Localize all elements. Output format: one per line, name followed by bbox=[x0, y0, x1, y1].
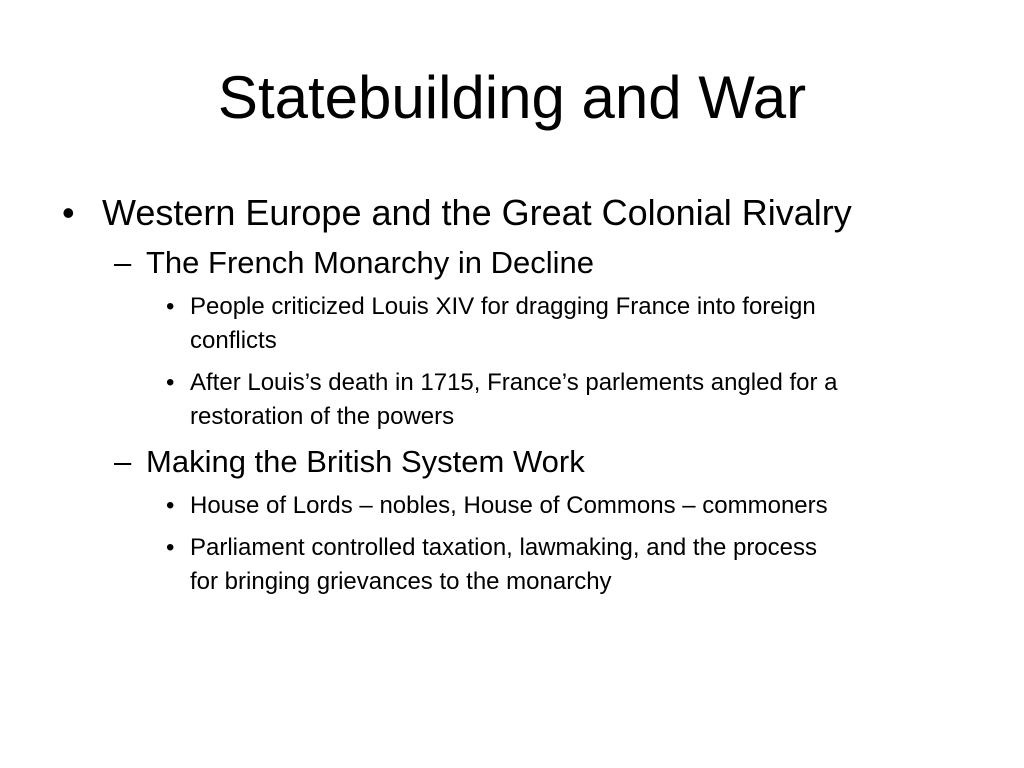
bullet-text: Western Europe and the Great Colonial Rivalry bbox=[102, 192, 852, 233]
bullet-text-line: Parliament controlled taxation, lawmaking, and the process bbox=[190, 534, 817, 561]
bullet-text-line: conflicts bbox=[190, 327, 277, 354]
bullet-marker: • bbox=[166, 534, 175, 561]
bullet-text: Making the British System Work bbox=[146, 444, 585, 479]
bullet-marker: • bbox=[166, 293, 175, 320]
bullet-text-line: After Louis’s death in 1715, France’s parlements angled for a bbox=[190, 369, 838, 396]
bullet-text-line: for bringing grievances to the monarchy bbox=[190, 568, 612, 595]
bullet-marker: • bbox=[166, 369, 175, 396]
bullet-text-line: House of Lords – nobles, House of Commons – commoners bbox=[190, 492, 828, 519]
dash-marker: – bbox=[114, 444, 132, 479]
dash-marker: – bbox=[114, 245, 132, 280]
bullet-text-line: restoration of the powers bbox=[190, 403, 455, 430]
slide-title: Statebuilding and War bbox=[217, 64, 807, 131]
bullet-marker: • bbox=[62, 192, 75, 233]
bullet-text-line: People criticized Louis XIV for dragging France into foreign bbox=[190, 293, 816, 320]
bullet-text: The French Monarchy in Decline bbox=[146, 245, 594, 280]
bullet-marker: • bbox=[166, 492, 175, 519]
